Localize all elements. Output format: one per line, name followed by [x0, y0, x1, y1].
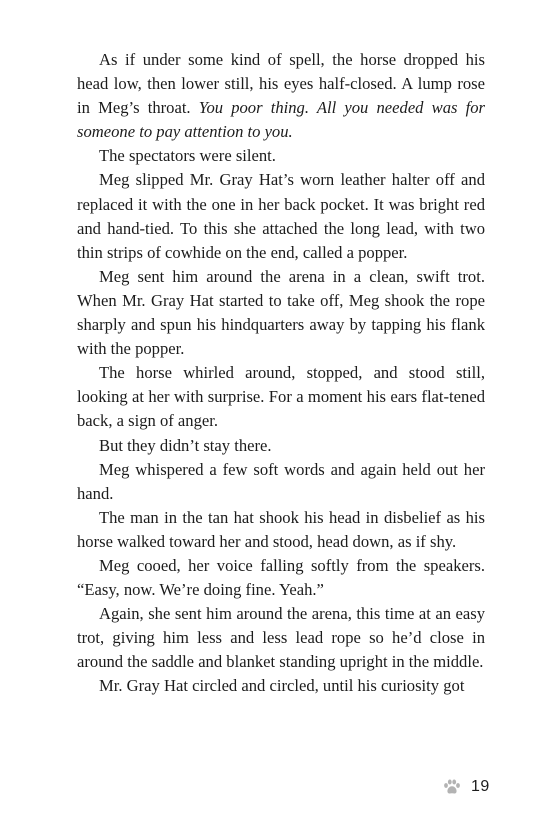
page-footer — [443, 778, 490, 796]
paragraph — [77, 554, 485, 602]
text-run: As if under some kind of spell, the horse dropped his head low, then lower still, his eyes half-closed. A lump rose in Meg’s throat. — [77, 50, 485, 118]
paragraph — [77, 144, 485, 168]
paragraph — [77, 458, 485, 506]
paragraph — [77, 506, 485, 554]
text-run: Mr. Gray Hat circled and circled, until his curiosity got — [99, 676, 465, 696]
text-run: Again, she sent him around the arena, this time at an easy trot, giving him less and less lead rope so he’d close in around the saddle and blanket standing upright in the middle. — [77, 604, 485, 672]
text-run: Meg cooed, her voice falling softly from the speakers. “Easy, now. We’re doing fine. Yeah.” — [77, 555, 485, 600]
text-run: The horse whirled around, stopped, and stood still, looking at her with surprise. For a moment his ears flat-tened back, a sign of anger. — [77, 363, 485, 431]
paragraph — [77, 602, 485, 674]
text-run: Meg slipped Mr. Gray Hat’s worn leather halter off and replaced it with the one in her back pocket. It was bright red and hand-tied. To this she attached the long lead, with two thin strips of cowhide on the end, called a popper. — [77, 170, 485, 262]
paw-print-icon — [443, 779, 461, 795]
italic-text: You poor thing. All you needed was for someone to pay attention to you. — [77, 98, 485, 142]
text-run: But they didn’t stay there. — [99, 435, 272, 455]
paragraph — [77, 674, 485, 698]
paragraph — [77, 48, 485, 144]
paragraph — [77, 168, 485, 264]
text-run: Meg whispered a few soft words and again held out her hand. — [77, 459, 485, 503]
body-text — [77, 48, 485, 699]
paragraph — [77, 361, 485, 433]
paragraph — [77, 265, 485, 361]
page-number: 19 — [471, 778, 490, 795]
text-run: The spectators were silent. — [99, 146, 276, 166]
text-run: Meg sent him around the arena in a clean, swift trot. When Mr. Gray Hat started to take off, Meg shook the rope sharply and spun his hindquarters away by tapping his flank with the popper. — [77, 266, 485, 359]
text-run: The man in the tan hat shook his head in disbelief as his horse walked toward her and stood, head down, as if shy. — [77, 507, 485, 551]
paragraph — [77, 434, 485, 458]
